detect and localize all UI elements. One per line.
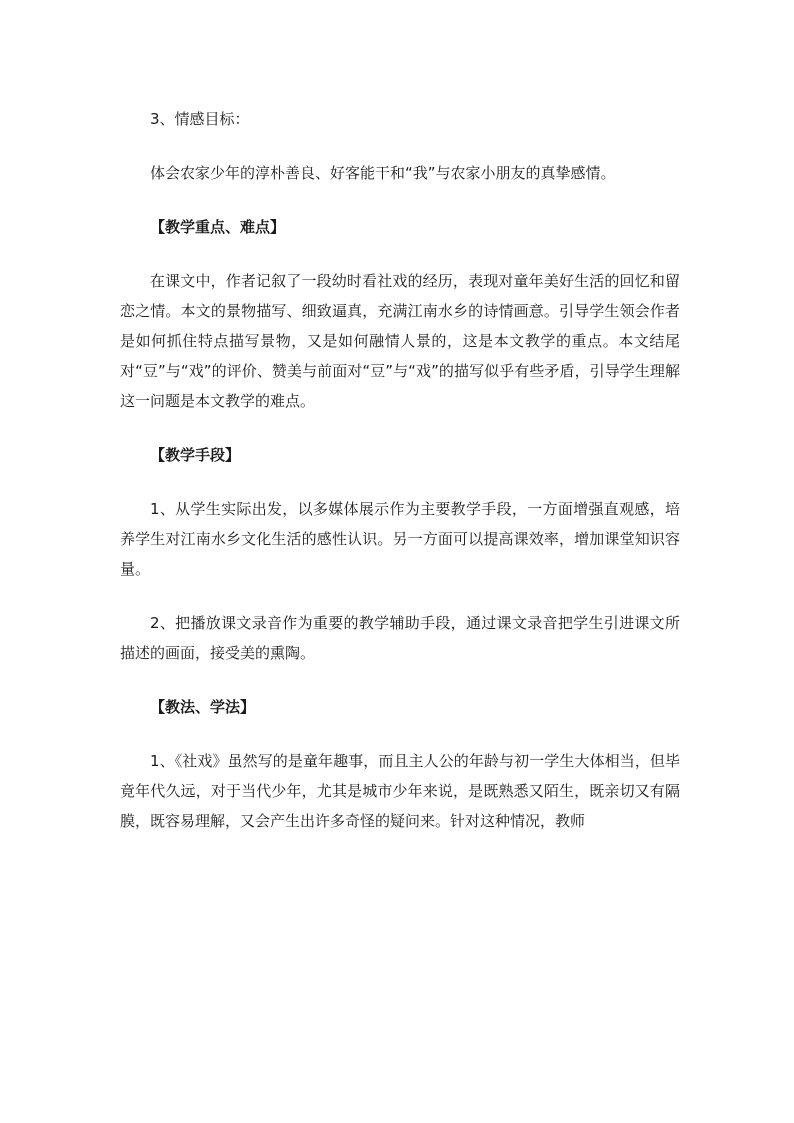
spacer xyxy=(120,470,680,494)
key-points-paragraph: 在课文中，作者记叙了一段幼时看社戏的经历，表现对童年美好生活的回忆和留恋之情。本文的景物描写、细致逼真，充满江南水乡的诗情画意。引导学生领会作者是如何抓住特点描写景物，又是如何融情人景的，这是本文教学的重点。本文结尾对“豆”与“戏”的评价、赞美与前面对“豆”与“戏”的描写似乎有些矛盾，引导学生理解这一问题是本文教学的难点。 xyxy=(120,272,680,410)
spacer xyxy=(120,134,680,158)
spacer xyxy=(120,722,680,746)
teaching-means-item-2: 2、把播放课文录音作为重要的教学辅助手段，通过课文录音把学生引进课文所描述的画面，接受美的熏陶。 xyxy=(120,614,680,662)
methods-item-1: 1、《社戏》虽然写的是童年趣事，而且主人公的年龄与初一学生大体相当，但毕竟年代久远，对于当代少年，尤其是城市少年来说，是既熟悉又陌生，既亲切又有隔膜，既容易理解，又会产生出许多奇怪的疑问来。针对这种情况，教师 xyxy=(120,752,680,830)
section-heading-key-points: 【教学重点、难点】 xyxy=(150,218,286,236)
spacer xyxy=(120,188,680,212)
spacer xyxy=(120,668,680,692)
emotion-goal-text: 体会农家少年的淳朴善良、好客能干和“我”与农家小朋友的真挚感情。 xyxy=(150,164,616,182)
spacer xyxy=(120,584,680,608)
section-heading-methods: 【教法、学法】 xyxy=(150,698,256,716)
emotion-goal-label: 3、情感目标： xyxy=(150,110,250,128)
spacer xyxy=(120,242,680,266)
document-body xyxy=(120,104,680,836)
spacer xyxy=(120,416,680,440)
section-heading-teaching-means: 【教学手段】 xyxy=(150,446,241,464)
teaching-means-item-1: 1、从学生实际出发，以多媒体展示作为主要教学手段，一方面增强直观感，培养学生对江南水乡文化生活的感性认识。另一方面可以提高课效率，增加课堂知识容量。 xyxy=(120,500,680,578)
